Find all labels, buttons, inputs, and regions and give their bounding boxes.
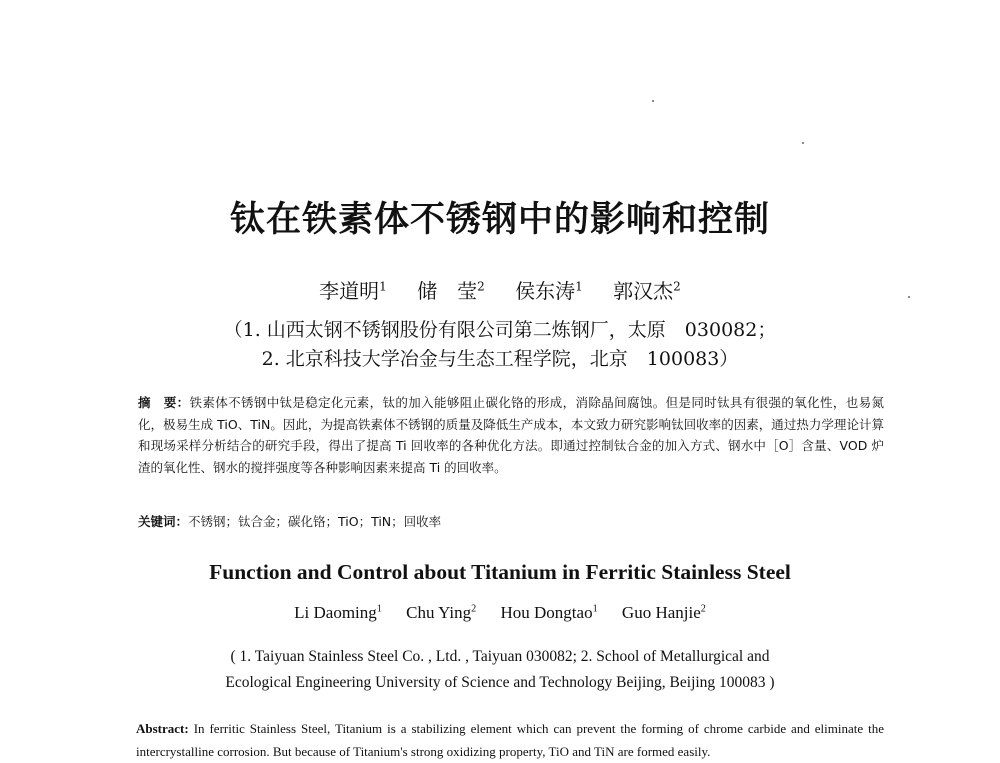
cn-abstract (138, 392, 884, 478)
cn-keywords-label: 关键词： (138, 514, 189, 529)
cn-affiliations (0, 316, 1000, 374)
en-title: Function and Control about Titanium in Ferritic Stainless Steel (209, 560, 791, 584)
cn-authors (0, 275, 1000, 304)
cn-author: 侯东涛$^1$ (515, 279, 583, 303)
scan-speck (652, 100, 654, 102)
cn-keywords-text: 不锈钢；钛合金；碳化铬；TiO；TiN；回收率 (188, 514, 442, 529)
cn-keywords (138, 512, 441, 530)
en-affiliations (0, 644, 1000, 696)
scan-speck (802, 142, 804, 144)
cn-affiliation-line: （1. 山西太钢不锈钢股份有限公司第二炼钢厂，太原 030082； (223, 319, 777, 341)
cn-abstract-text: 铁素体不锈钢中钛是稳定化元素，钛的加入能够阻止碳化铬的形成，消除晶间腐蚀。但是同时钛具有很强的氧化性，也易氮化，极易生成 TiO、TiN。因此，为提高铁素体不锈钢的质量及降低生产成本，本文致力研究影响钛回收率的因素，通过热力学理论计算和现场采样分析结合的研究手段，得出了提高 Ti 回收率的各种优化方法。即通过控制钛合金的加入方式、钢水中［O］含量、VOD 炉渣的氧化性、钢水的搅拌强度等各种影响因素来提高 Ti 的回收率。 (138, 395, 884, 475)
en-abstract-label: Abstract: (136, 721, 189, 736)
en-authors (0, 603, 1000, 623)
en-abstract (136, 717, 884, 763)
en-author: Li Daoming$^1$ (294, 603, 382, 622)
en-author: Hou Dongtao$^1$ (500, 603, 598, 622)
en-author: Chu Ying$^2$ (406, 603, 477, 622)
cn-author: 李道明$^1$ (319, 279, 387, 303)
en-affiliation-line: Ecological Engineering University of Science and Technology Beijing, Beijing 100083 ) (225, 674, 775, 691)
cn-author: 郭汉杰$^2$ (613, 279, 681, 303)
cn-affiliation-line: 2. 北京科技大学冶金与生态工程学院，北京 100083） (261, 348, 739, 370)
cn-abstract-label: 摘 要： (138, 395, 190, 410)
en-affiliation-line: ( 1. Taiyuan Stainless Steel Co. , Ltd. , Taiyuan 030082; 2. School of Metallurgical and (230, 648, 770, 665)
cn-author: 储 莹$^2$ (417, 279, 485, 303)
en-author: Guo Hanjie$^2$ (621, 603, 706, 622)
cn-title: 钛在铁素体不锈钢中的影响和控制 (229, 200, 770, 240)
en-abstract-text: In ferritic Stainless Steel, Titanium is a stabilizing element which can prevent the forming of chrome carbide and eliminate the intercrystalline corrosion. But because of Titanium's strong oxidizing property, TiO and TiN are formed easily. (136, 721, 884, 759)
